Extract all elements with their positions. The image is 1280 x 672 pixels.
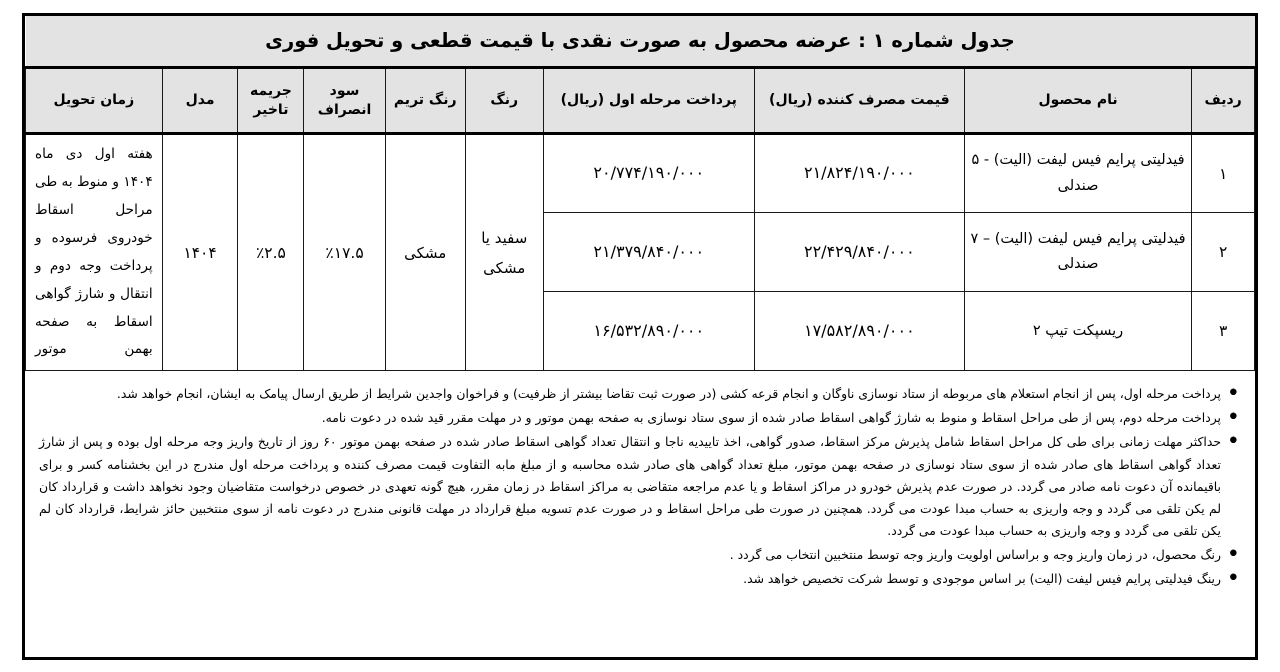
column-header-product: نام محصول [964, 68, 1191, 134]
column-header-index: ردیف [1192, 68, 1255, 134]
cell-color: سفید یا مشکی [465, 134, 543, 371]
cell-withdrawal-profit: ٪۱۷.۵ [304, 134, 385, 371]
cell-consumer-price: ۱۷/۵۸۲/۸۹۰/۰۰۰ [754, 292, 964, 371]
column-header-model: مدل [162, 68, 238, 134]
cell-index: ۱ [1192, 134, 1255, 213]
cell-consumer-price: ۲۲/۴۲۹/۸۴۰/۰۰۰ [754, 213, 964, 292]
column-header-color: رنگ [465, 68, 543, 134]
table-row [26, 134, 1255, 213]
offer-table [25, 16, 1255, 371]
cell-product: فیدلیتی پرایم فیس لیفت (الیت) – ۷ صندلی [964, 213, 1191, 292]
cell-first-payment: ۲۰/۷۷۴/۱۹۰/۰۰۰ [543, 134, 754, 213]
table-header-row [26, 68, 1255, 134]
note-item: ● رینگ فیدلیتی پرایم فیس لیفت (الیت) بر اساس موجودی و توسط شرکت تخصیص خواهد شد. [39, 568, 1237, 590]
cell-consumer-price: ۲۱/۸۲۴/۱۹۰/۰۰۰ [754, 134, 964, 213]
column-header-consumer-price: قیمت مصرف کننده (ریال) [754, 68, 964, 134]
note-item: ● پرداخت مرحله دوم، پس از طی مراحل اسقاط و منوط به شارژ گواهی اسقاط صادر شده از سوی ستاد نوسازی به صفحه بهمن موتور و در مهلت مقرر قید شده در دعوت نامه. [39, 407, 1237, 429]
cell-index: ۳ [1192, 292, 1255, 371]
table-title: جدول شماره ۱ : عرضه محصول به صورت نقدی با قیمت قطعی و تحویل فوری [26, 16, 1255, 68]
note-item: ● حداکثر مهلت زمانی برای طی کل مراحل اسقاط شامل پذیرش مرکز اسقاط، صدور گواهی، اخذ تاییدیه ناجا و انتقال تعداد گواهی اسقاط صادر شده در صفحه بهمن موتور ۶۰ روز از تاریخ واریز وجه مرحله اول بوده و پس از شارژ تعداد گواهی اسقاط های صادر شده از سوی ستاد نوسازی در صفحه بهمن موتور، مبلغ تعداد گواهی های صادر شده محاسبه و از مبلغ مابه التفاوت قیمت مصرف کننده و پرداخت مرحله اول مندرج در این بخشنامه کسر و برای باقیمانده آن دعوت نامه صادر می گردد. در صورت عدم پذیرش خودرو در مراکز اسقاط و یا عدم مراجعه متقاضی به مراکز اسقاط در زمان مقرر، هیچ گونه تعهدی در خصوص درخواست متقاضیان وجود نخواهد داشت و قرارداد کان لم یکن تلقی می گردد و وجه واریزی به حساب مبدا عودت می گردد. همچنین در صورت طی مراحل اسقاط و در صورت عدم تسویه مبلغ قرارداد در مهلت قانونی مندرج در دعوت نامه از سوی منتخبین حائز شرایط، قرارداد کان لم یکن تلقی می گردد و وجه واریزی به حساب مبدا عودت می گردد. [39, 431, 1237, 541]
note-item: ● رنگ محصول، در زمان واریز وجه و براساس اولویت واریز وجه توسط منتخبین انتخاب می گردد . [39, 544, 1237, 566]
cell-product: فیدلیتی پرایم فیس لیفت (الیت) - ۵ صندلی [964, 134, 1191, 213]
cell-first-payment: ۱۶/۵۳۲/۸۹۰/۰۰۰ [543, 292, 754, 371]
cell-model: ۱۴۰۴ [162, 134, 238, 371]
cell-first-payment: ۲۱/۳۷۹/۸۴۰/۰۰۰ [543, 213, 754, 292]
column-header-first-payment: پرداخت مرحله اول (ریال) [543, 68, 754, 134]
cell-delivery-time: هفته اول دی ماه ۱۴۰۴ و منوط به طی مراحل اسقاط خودروی فرسوده و پرداخت وجه دوم و انتقال و شارژ گواهی اسقاط به صفحه بهمن موتور [26, 134, 163, 371]
column-header-trim-color: رنگ تریم [385, 68, 465, 134]
column-header-delivery-time: زمان تحویل [26, 68, 163, 134]
column-header-withdrawal-profit: سود انصراف [304, 68, 385, 134]
cell-trim-color: مشکی [385, 134, 465, 371]
note-item: ● پرداخت مرحله اول، پس از انجام استعلام های مربوطه از ستاد نوسازی ناوگان و انجام قرعه کشی (در صورت ثبت تقاضا بیشتر از ظرفیت) و فراخوان واجدین شرایط از طریق ارسال پیامک به ایشان، انجام خواهد شد. [39, 383, 1237, 405]
document-frame [22, 13, 1258, 660]
column-header-delay-penalty: جریمه تاخیر [238, 68, 304, 134]
cell-delay-penalty: ٪۲.۵ [238, 134, 304, 371]
table-title-row [26, 16, 1255, 68]
notes-list [39, 383, 1237, 590]
cell-product: ریسپکت تیپ ۲ [964, 292, 1191, 371]
notes-section [25, 371, 1255, 657]
cell-index: ۲ [1192, 213, 1255, 292]
